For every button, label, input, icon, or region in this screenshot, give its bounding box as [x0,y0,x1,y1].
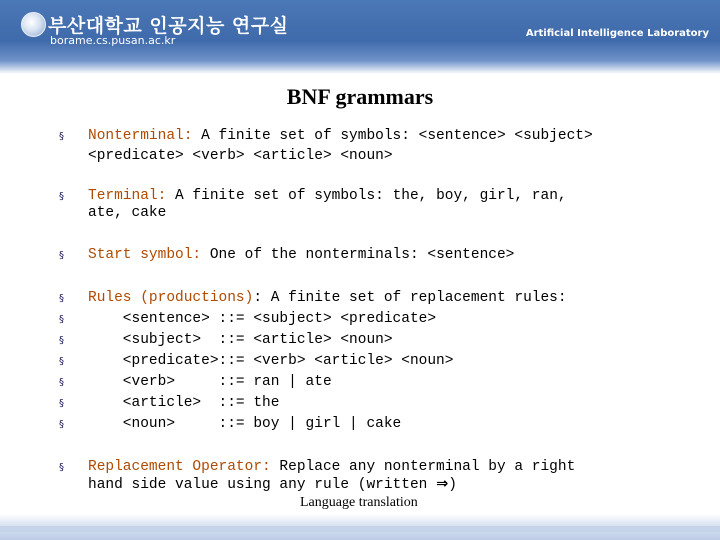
bullet-icon: § [59,191,64,202]
lab-url: borame.cs.pusan.ac.kr [50,34,176,47]
slide-header-banner [0,0,720,74]
rules-line [88,290,567,307]
replacement-line-1 [88,459,575,476]
terminal-line-2: ate, cake [88,205,167,221]
footer-divider [0,526,720,532]
caption: Language translation [300,495,418,510]
lab-name-korean: 부산대학교 인공지능 연구실 [48,15,289,37]
rule-line: <article> ::= the [88,395,280,411]
rule-line: <sentence> ::= <subject> <predicate> [88,311,437,327]
nonterminal-text: A finite set of symbols: <sentence> <subject> [192,128,593,144]
bullet-icon: § [59,356,64,367]
bullet-icon: § [59,377,64,388]
bullet-icon: § [59,335,64,346]
replacement-line-2 [88,476,457,494]
bullet-icon: § [59,250,64,261]
nonterminal-line-1 [88,128,593,145]
rules-text: : A finite set of replacement rules: [253,290,567,306]
rule-line: <noun> ::= boy | girl | cake [88,416,402,432]
rule-line: <predicate>::= <verb> <article> <noun> [88,353,454,369]
nonterminal-line-2: <predicate> <verb> <article> <noun> [88,148,393,164]
replacement-text-2: hand side value using any rule (written [88,477,437,493]
start-symbol-line [88,247,514,264]
replacement-text-end: ) [448,477,457,493]
university-logo-icon [21,12,46,37]
start-symbol-label: Start symbol: [88,247,202,263]
rule-line: <subject> ::= <article> <noun> [88,332,393,348]
bullet-icon: § [59,293,64,304]
bullet-icon: § [59,419,64,430]
replacement-label: Replacement Operator: [88,459,271,475]
bullet-icon: § [59,314,64,325]
terminal-line-1 [88,188,567,205]
replacement-text: Replace any nonterminal by a right [270,459,576,475]
bullet-icon: § [59,462,64,473]
rules-label: Rules (productions) [88,290,254,306]
slide-title: BNF grammars [286,84,434,109]
terminal-text: A finite set of symbols: the, boy, girl, ran, [166,188,567,204]
nonterminal-label: Nonterminal: [88,128,193,144]
rule-line: <verb> ::= ran | ate [88,374,332,390]
start-symbol-text: One of the nonterminals: <sentence> [201,247,515,263]
double-arrow-icon: ⇒ [436,476,449,492]
terminal-label: Terminal: [88,188,167,204]
lab-name-english: Artificial Intelligence Laboratory [525,28,709,39]
bullet-icon: § [59,398,64,409]
bullet-icon: § [59,131,64,142]
